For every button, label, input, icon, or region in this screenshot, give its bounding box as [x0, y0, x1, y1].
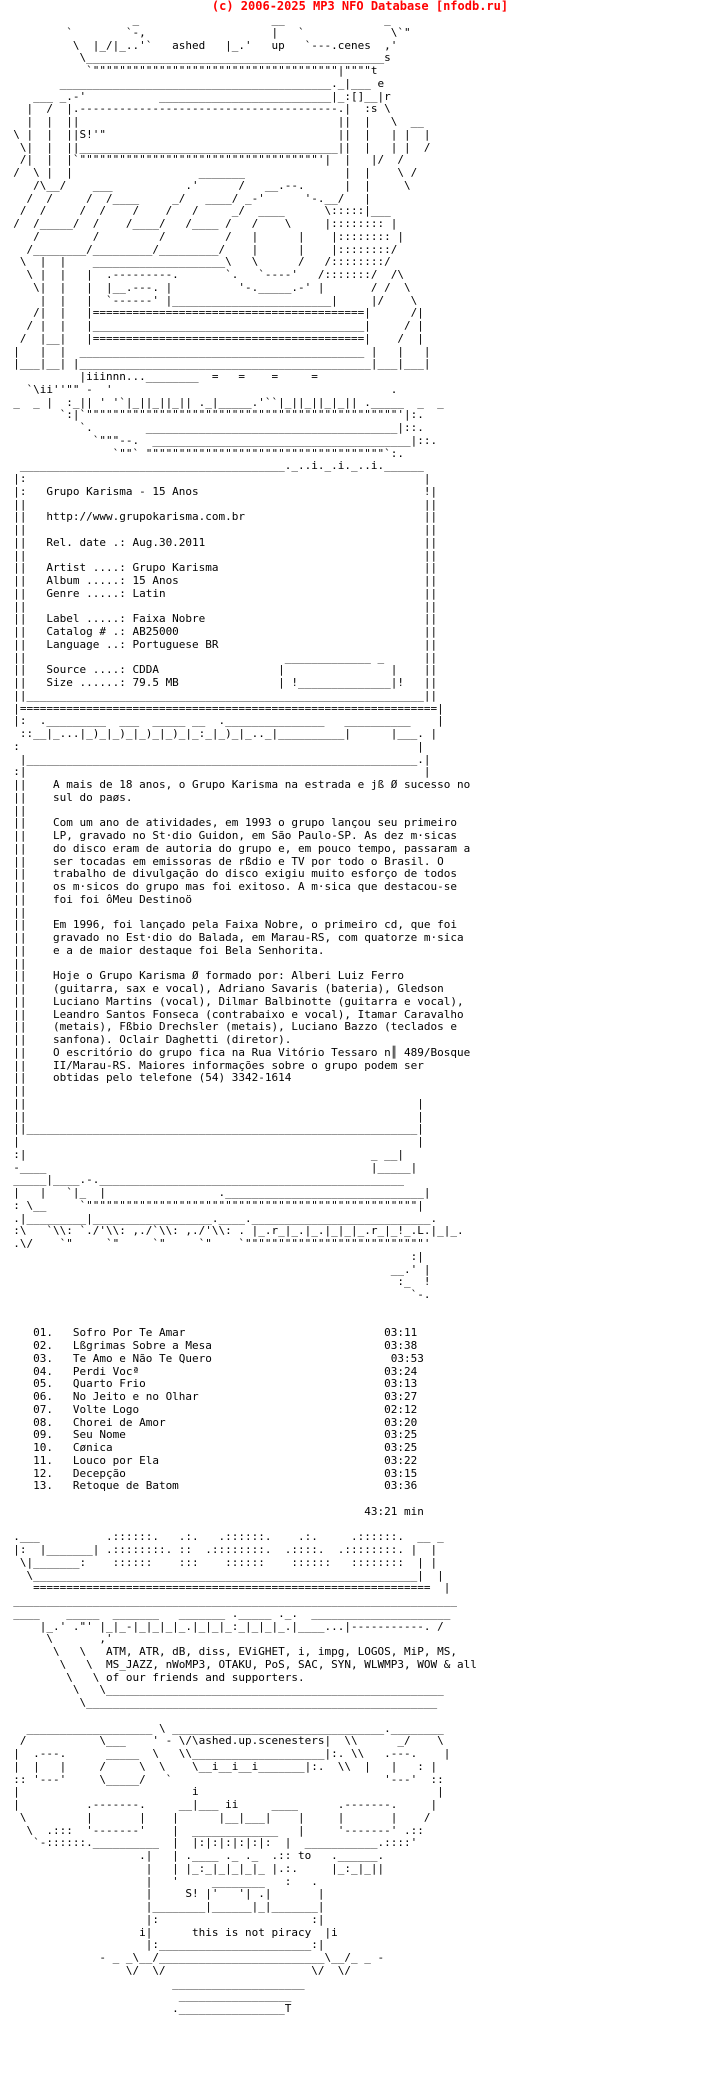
- nfo-line: \ .::: '-------' | _____________ | '-------' .::: [0, 1823, 424, 1837]
- nfo-line: 08. Chorei de Amor 03:20: [0, 1415, 418, 1429]
- nfo-line: : |: [0, 739, 424, 753]
- nfo-line: || Language ..: Portuguese BR ||: [0, 637, 438, 651]
- nfo-line: [0, 1302, 720, 1315]
- nfo-line: || foi foi ôMeu Destinoö: [0, 892, 193, 906]
- nfo-line: || Genre .....: Latin ||: [0, 586, 438, 600]
- nfo-line: || Rel. date .: Aug.30.2011 ||: [0, 535, 438, 549]
- nfo-line: || ser tocadas em emissoras de rßdio e TV por todo o Brasil. O: [0, 854, 444, 868]
- nfo-line: - _ _\__/_________________________\__/_ _ -: [0, 1951, 385, 1964]
- nfo-line: || Album .....: 15 Anos ||: [0, 574, 438, 587]
- nfo-line: ____ _____ _______ _______ ._____ ._. _____________________: [0, 1606, 451, 1620]
- nfo-line: |: |_______| .::::::::. :: .::::::::. .::::. .::::::::. | |: [0, 1543, 438, 1556]
- nfo-line: ||: [0, 905, 27, 919]
- nfo-line: || ||: [0, 548, 438, 562]
- nfo-line: `\ii''"" - ' .: [0, 382, 398, 396]
- nfo-line: 03. Te Amo e Não Te Quero 03:53: [0, 1351, 424, 1365]
- nfo-line: :|: [0, 1249, 424, 1263]
- nfo-line: ||___________________________________________________________|: [0, 1122, 424, 1136]
- nfo-line: || sul do paøs.: [0, 790, 133, 804]
- nfo-line: / \___ ' - \/\ashed.up.scenesters| \\ _/ \: [0, 1734, 444, 1748]
- nfo-line: | | | `------' |________________________| |/ \: [0, 293, 418, 307]
- nfo-line: `:|`"""""""""""""""""""""""""""""""""""""""""""""""'|:.: [0, 408, 424, 422]
- nfo-line: \ |_/|_..'` ashed |_.' up `---.cenes ,': [0, 38, 398, 52]
- nfo-line: || Leandro Santos Fonseca (contrabaixo e vocal), Itamar Caravalho: [0, 1007, 464, 1021]
- nfo-line: _________________________________________._|___ e: [0, 76, 385, 90]
- nfo-line: || Luciano Martins (vocal), Dilmar Balbinotte (guitarra e vocal),: [0, 994, 464, 1008]
- nfo-line: :: '---' \_____/ ` '---' ::: [0, 1772, 444, 1786]
- nfo-line: || _____________ _ ||: [0, 650, 438, 664]
- nfo-line: ||: [0, 803, 27, 817]
- nfo-line: / \ | | _______ | | \ /: [0, 166, 418, 179]
- nfo-line: [0, 1493, 720, 1506]
- nfo-line: ___________________ \ ________________________________.________: [0, 1721, 444, 1735]
- nfo-line: \ | | | .---------. `. `----' /:::::::/ /\: [0, 268, 404, 281]
- nfo-line: || A mais de 18 anos, o Grupo Karisma na estrada e jß Ø sucesso no: [0, 778, 471, 791]
- nfo-line: || ||: [0, 599, 438, 613]
- nfo-line: \_____________________________________________s: [0, 51, 391, 65]
- nfo-line: |___|__| |____________________________________________|___|___|: [0, 357, 431, 371]
- nfo-line: | | `|_ | .______________________________|: [0, 1186, 431, 1199]
- nfo-line: || e a de maior destaque foi Bela Senhorita.: [0, 943, 325, 957]
- nfo-line: | .-------. __|___ ii ____ .-------. |: [0, 1798, 438, 1811]
- nfo-line: .___ .::::::. .:. .::::::. .:. .::::::. __ _: [0, 1530, 444, 1544]
- nfo-line: |===============================================================|: [0, 701, 444, 715]
- nfo-line: | ' ________ : .: [0, 1874, 318, 1888]
- nfo-line: | S! |' '| .| |: [0, 1887, 325, 1901]
- nfo-line: || Label .....: Faixa Nobre ||: [0, 612, 438, 626]
- nfo-line: || trabalho de divulgação do disco exigiu muito esforço de todos: [0, 867, 457, 881]
- nfo-line: || http://www.grupokarisma.com.br ||: [0, 510, 438, 524]
- nfo-line: | .---. _____ \ \\____________________|:. \\ .---. |: [0, 1747, 451, 1760]
- nfo-line: 07. Volte Logo 02:12: [0, 1402, 418, 1416]
- nfo-text-body: [0, 14, 720, 2016]
- nfo-line: ||: [0, 1084, 27, 1097]
- nfo-line: ||____________________________________________________________||: [0, 688, 438, 702]
- nfo-line: || Source ....: CDDA | | ||: [0, 663, 438, 677]
- nfo-line: i| this is not piracy |i: [0, 1925, 338, 1939]
- nfo-line: |_.' ."' |_|_-|_|_|_|_.|_|_|_:_|_|_|_.|____...|-----------. /: [0, 1619, 444, 1633]
- nfo-line: 13. Retoque de Batom 03:36: [0, 1479, 418, 1493]
- nfo-line: |: Grupo Karisma - 15 Anos !|: [0, 484, 438, 498]
- nfo-line: || O escritório do grupo fica na Rua Vitório Tessaro n║ 489/Bosque: [0, 1045, 471, 1059]
- nfo-line: /\__/ ___ .' / __.--. | | \: [0, 178, 411, 192]
- nfo-line: | | |_:_|_|_|_|_ |.:. |_:_|_||: [0, 1861, 385, 1875]
- nfo-line: `""` """"""""""""""""""""""""""""""""""""`:.: [0, 446, 404, 460]
- nfo-line: | | || || | \ __: [0, 115, 424, 128]
- nfo-line: | |: [0, 1135, 424, 1148]
- nfo-line: || (guitarra, sax e vocal), Adriano Savaris (bateria), Gledson: [0, 982, 444, 995]
- nfo-line: / | | |_________________________________________| / |: [0, 319, 424, 332]
- nfo-line: / |__| |=========================================| / |: [0, 331, 424, 345]
- nfo-line: || (metais), Fßbio Drechsler (metais), Luciano Bazzo (teclados e: [0, 1020, 457, 1034]
- nfo-line: :| _ __|: [0, 1147, 404, 1161]
- nfo-line: 06. No Jeito e no Olhar 03:27: [0, 1390, 418, 1403]
- nfo-line: |: |: [0, 472, 431, 485]
- nfo-line: 01. Sofro Por Te Amar 03:11: [0, 1326, 418, 1340]
- nfo-line: |: ._________ ___ _____ __ ._______________ __________ |: [0, 714, 444, 728]
- nfo-line: .| | .____ ._ ._ .:: to .______.: [0, 1849, 385, 1862]
- nfo-line: 05. Quarto Frio 03:13: [0, 1377, 418, 1391]
- nfo-line: 43:21 min: [0, 1504, 424, 1518]
- nfo-line: 04. Perdi Vocª 03:24: [0, 1364, 418, 1378]
- nfo-line: _ __ _: [0, 14, 391, 26]
- nfo-line: \__________________________________________________________| |: [0, 1568, 444, 1582]
- nfo-line: || Com um ano de atividades, em 1993 o grupo lançou seu primeiro: [0, 816, 457, 830]
- nfo-line: || II/Marau-RS. Maiores informações sobre o grupo podem ser: [0, 1058, 424, 1072]
- nfo-line: -____ |_____|: [0, 1160, 418, 1174]
- nfo-line: / /_____/ / /____/ /____ / / \ |:::::::: |: [0, 217, 398, 230]
- nfo-line: : \__ `""""""""""""""""""""""""""""""""""""""""""""""""""|: [0, 1198, 424, 1212]
- nfo-line: \ \___________________________________________________: [0, 1683, 444, 1697]
- nfo-line: :\ `\\: `./'\\: ,./`\\: ,./'\\: . |_.r_|_.|_.|_|_|_.r_|_!_.L.|_|_.: [0, 1224, 464, 1238]
- nfo-line: || LP, gravado no St·dio Guidon, em São Paulo-SP. As dez m·sicas: [0, 829, 457, 842]
- nfo-line: \| | | |__.---. | '-._____.-' | / / \: [0, 280, 411, 294]
- nfo-line: `-.: [0, 1288, 431, 1301]
- nfo-line: \ \ MS_JAZZ, nWoMP3, OTAKU, PoS, SAC, SYN, WLWMP3, WOW & all: [0, 1657, 477, 1671]
- nfo-line: _________________: [0, 1989, 292, 2003]
- nfo-line: \ \ of our friends and supporters.: [0, 1670, 305, 1684]
- nfo-line: .|_________|__________________.____.___________________________.: [0, 1211, 438, 1225]
- nfo-line: ________________________________________._..i._.i._..i.______: [0, 459, 424, 473]
- nfo-line: `"""""""""""""""""""""""""""""""""""""|""""t: [0, 64, 378, 77]
- nfo-line: |: :|: [0, 1912, 325, 1926]
- nfo-line: ::__|_...|_)_|_)_|_)_|_)_|_:_|_)_|_.._|__________| |___. |: [0, 727, 438, 740]
- nfo-line: 09. Seu Nome 03:25: [0, 1428, 418, 1442]
- nfo-line: || obtidas pelo telefone (54) 3342-1614: [0, 1071, 292, 1085]
- nfo-line: `"""--. _______________________________________|::.: [0, 433, 438, 447]
- nfo-line: \ \ ATM, ATR, dB, diss, EViGHET, i, impg, LOGOS, MiP, MS,: [0, 1645, 457, 1658]
- nfo-line: || Hoje o Grupo Karisma Ø formado por: Alberi Luiz Ferro: [0, 969, 404, 983]
- nfo-line: __.' |: [0, 1262, 431, 1276]
- nfo-line: || ||: [0, 523, 438, 536]
- nfo-line: / / / / | | |:::::::: |: [0, 229, 404, 243]
- nfo-line: [0, 1710, 720, 1723]
- nfo-line: ___________________________________________________________________: [0, 1594, 457, 1607]
- nfo-line: || |: [0, 1109, 424, 1123]
- nfo-line: | i |: [0, 1785, 444, 1799]
- nfo-line: ___ _.-' __________________________|_:[]__|r: [0, 89, 391, 103]
- nfo-line: || Artist ....: Grupo Karisma ||: [0, 561, 438, 575]
- nfo-line: | | | ___________________________________________ | | |: [0, 344, 431, 358]
- nfo-line: :_ !: [0, 1275, 431, 1289]
- nfo-line: || ||: [0, 497, 438, 511]
- nfo-line: |:_______________________:|: [0, 1938, 325, 1952]
- nfo-line: /________/_________/_________/ | | |::::::::/: [0, 242, 398, 256]
- nfo-line: 02. Lßgrimas Sobre a Mesa 03:38: [0, 1339, 418, 1352]
- nfo-line: |___________________________________________________________.|: [0, 752, 431, 766]
- nfo-line: || Em 1996, foi lançado pela Faixa Nobre, o primeiro cd, que foi: [0, 918, 457, 932]
- nfo-line: \/ \/ \/ \/: [0, 1963, 351, 1977]
- nfo-line: .\/ `" `" `" `" `"""""""""""""""""""""""""""': [0, 1237, 431, 1250]
- nfo-line: / / / /____ _/ ____/ _-' '-.__/ |: [0, 191, 371, 205]
- nfo-line: _ _ | :_|| ' '`|_||_||_|| ._|_____.'``|_||_||_|_|| ._____ _ _: [0, 395, 444, 409]
- nfo-line: | | | / \ \ \__i__i__i_______|:. \\ | | : |: [0, 1759, 438, 1773]
- nfo-line: `. ______________________________________|::.: [0, 421, 424, 434]
- nfo-line: \|_______: :::::: ::: :::::: :::::: :::::::: | |: [0, 1555, 438, 1569]
- nfo-line: `-::::::.__________ | |:|:|:|:|:|: | ___________.::::': [0, 1836, 418, 1850]
- nfo-line: \_____________________________________________________: [0, 1696, 438, 1709]
- nfo-line: ____________________: [0, 1976, 305, 1990]
- nfo-line: \ | | ____________________\ \ / /::::::::/: [0, 255, 391, 269]
- nfo-line: | / |.---------------------------------------.| :s \: [0, 102, 391, 116]
- nfo-line: ` `-, | ` \`": [0, 25, 411, 39]
- nfo-line: || gravado no Est·dio do Balada, em Marau-RS, com quatorze m·sica: [0, 931, 464, 944]
- nfo-line: \ ,': [0, 1632, 113, 1646]
- nfo-line: 11. Louco por Ela 03:22: [0, 1453, 418, 1467]
- nfo-line: ============================================================ |: [0, 1581, 451, 1595]
- nfo-line: .________________T: [0, 2002, 292, 2015]
- nfo-line: 12. Decepção 03:15: [0, 1466, 418, 1480]
- nfo-line: /| | |=========================================| /|: [0, 306, 424, 320]
- nfo-line: \ | | ||S!'" || | | | |: [0, 127, 431, 141]
- nfo-line: || Size ......: 79.5 MB | !______________|! ||: [0, 676, 438, 689]
- nfo-line: |________|______|_|_______|: [0, 1900, 325, 1913]
- nfo-line: /| | |`""""""""""""""""""""""""""""""""""""'| | |/ /: [0, 153, 404, 167]
- site-header: (c) 2006-2025 MP3 NFO Database [nfodb.ru]: [211, 0, 509, 13]
- nfo-line: |iiinnn...________ = = = =: [0, 370, 318, 383]
- nfo-line: \| | ||_______________________________________|| | | | /: [0, 140, 431, 154]
- nfo-line: || Catalog # .: AB25000 ||: [0, 625, 438, 638]
- nfo-line: || |: [0, 1096, 424, 1110]
- nfo-line: _____|____.-.______________________________________________: [0, 1173, 404, 1187]
- nfo-line: \ | | | |__|___| | | | /: [0, 1810, 431, 1824]
- nfo-line: ||: [0, 956, 27, 970]
- nfo-line: || do disco eram de autoria do grupo e, em pouco tempo, passaram a: [0, 841, 471, 855]
- nfo-line: || sanfona). Oclair Daghetti (diretor).: [0, 1033, 292, 1046]
- nfo-line: || os m·sicos do grupo mas foi exitoso. A m·sica que destacou-se: [0, 880, 457, 893]
- nfo-line: / / / / / / / _/ ____ \:::::|___: [0, 204, 391, 218]
- nfo-line: :| |: [0, 765, 431, 779]
- nfo-line: 10. Cønica 03:25: [0, 1441, 418, 1454]
